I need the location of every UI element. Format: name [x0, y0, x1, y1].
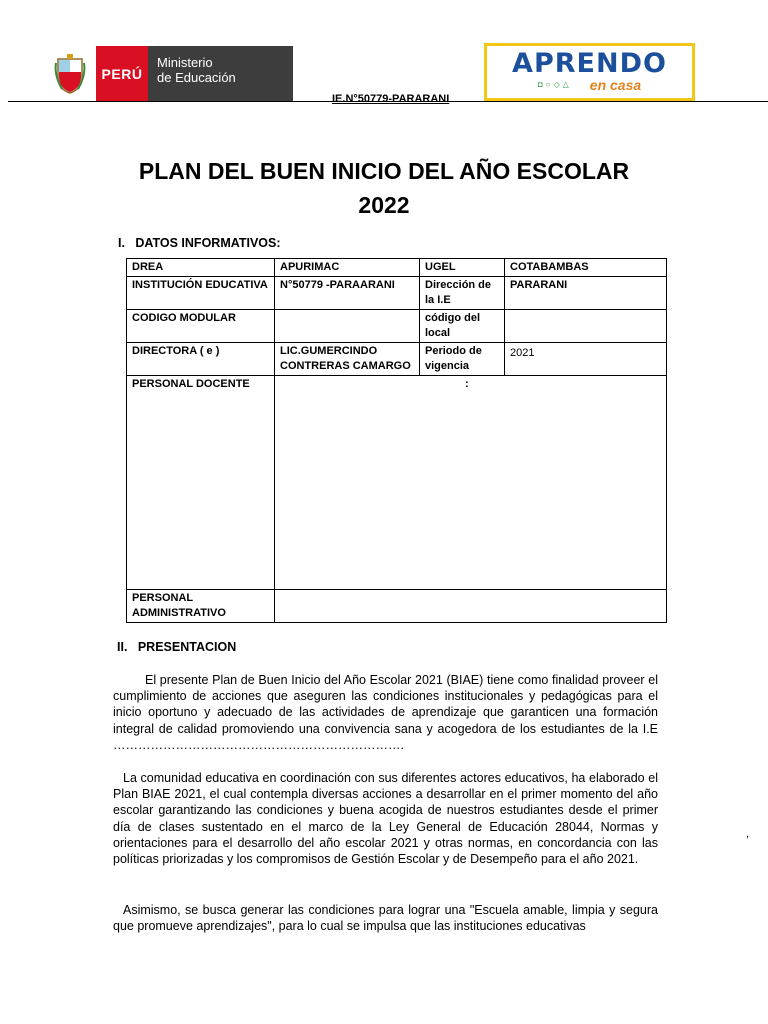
codigo-modular-label: CODIGO MODULAR	[127, 310, 275, 343]
stray-mark: ,	[746, 828, 750, 840]
table-row	[127, 259, 667, 277]
school-reference: IE.N°50779-PARARANI	[332, 93, 450, 105]
personal-docente-value: :	[275, 376, 667, 590]
table-row	[127, 310, 667, 343]
ministry-line-1: Ministerio	[157, 55, 213, 70]
directora-value: LIC.GUMERCINDO CONTRERAS CAMARGO	[275, 343, 420, 376]
institucion-label: INSTITUCIÓN EDUCATIVA	[127, 277, 275, 310]
peru-label: PERÚ	[96, 46, 148, 101]
ministry-line-2: de Educación	[157, 70, 236, 85]
presentation-paragraph-2: La comunidad educativa en coordinación con sus diferentes actores educativos, ha elaborado el Plan BIAE 2021, el cual contempla diversas acciones a desarrollar en el primer momento del año escolar garantizando las condiciones y buena acogida de nuestros estudiantes desde el primer día de clases sustentado en el marco de la Ley General de Educación 28044, Normas y orientaciones para el desarrollo del año escolar 2021 y otras normas, en concordancia con las políticas priorizadas y los compromisos de Gestión Escolar y de Desempeño para el año 2021.	[113, 771, 658, 867]
ministry-name	[148, 46, 293, 101]
codigo-local-value	[505, 310, 667, 343]
table-row	[127, 376, 667, 590]
codigo-local-label: código del local	[420, 310, 505, 343]
ministerio-educacion-logo	[44, 46, 293, 101]
table-row	[127, 277, 667, 310]
presentation-paragraph-1: El presente Plan de Buen Inicio del Año Escolar 2021 (BIAE) tiene como finalidad proveer el cumplimiento de acciones que aseguren las condiciones institucionales y pedagógicas para el inicio oportuno y adecuado de las actividades de aprendizaje que garanticen una formación integral de calidad promoviendo una convivencia sana y acogedora de los estudiantes de la I.E …………………………………………………………….	[113, 673, 658, 752]
aprendo-en-casa-logo	[484, 43, 695, 101]
info-table	[126, 258, 667, 623]
ugel-label: UGEL	[420, 259, 505, 277]
aprendo-shapes-icon: ◘○◇△	[537, 80, 572, 89]
periodo-label: Periodo de vigencia	[420, 343, 505, 376]
direccion-label: Dirección de la I.E	[420, 277, 505, 310]
drea-value: APURIMAC	[275, 259, 420, 277]
presentation-paragraph-3: Asimismo, se busca generar las condiciones para lograr una "Escuela amable, limpia y segura que promueve aprendizajes", para lo cual se impulsa que las instituciones educativas	[113, 903, 658, 934]
personal-administrativo-value	[275, 590, 667, 623]
aprendo-tagline: en casa	[589, 77, 642, 93]
directora-label: DIRECTORA ( e )	[127, 343, 275, 376]
peru-coat-of-arms-icon	[44, 46, 96, 101]
aprendo-brand: APRENDO	[512, 48, 667, 79]
drea-label: DREA	[127, 259, 275, 277]
table-row	[127, 590, 667, 623]
institucion-value: N°50779 -PARAARANI	[275, 277, 420, 310]
section-2-heading: II. PRESENTACION	[117, 640, 237, 654]
personal-administrativo-label: PERSONAL ADMINISTRATIVO	[127, 590, 275, 623]
title-line-2: 2022	[358, 192, 410, 218]
periodo-value: 2021	[505, 343, 667, 376]
direccion-value: PARARANI	[505, 277, 667, 310]
section-1-heading: I. DATOS INFORMATIVOS:	[118, 236, 281, 250]
table-row	[127, 343, 667, 376]
document-title	[0, 154, 768, 222]
title-line-1: PLAN DEL BUEN INICIO DEL AÑO ESCOLAR	[138, 158, 630, 184]
aprendo-subline	[538, 77, 641, 93]
ugel-value: COTABAMBAS	[505, 259, 667, 277]
personal-docente-label: PERSONAL DOCENTE	[127, 376, 275, 590]
codigo-modular-value	[275, 310, 420, 343]
